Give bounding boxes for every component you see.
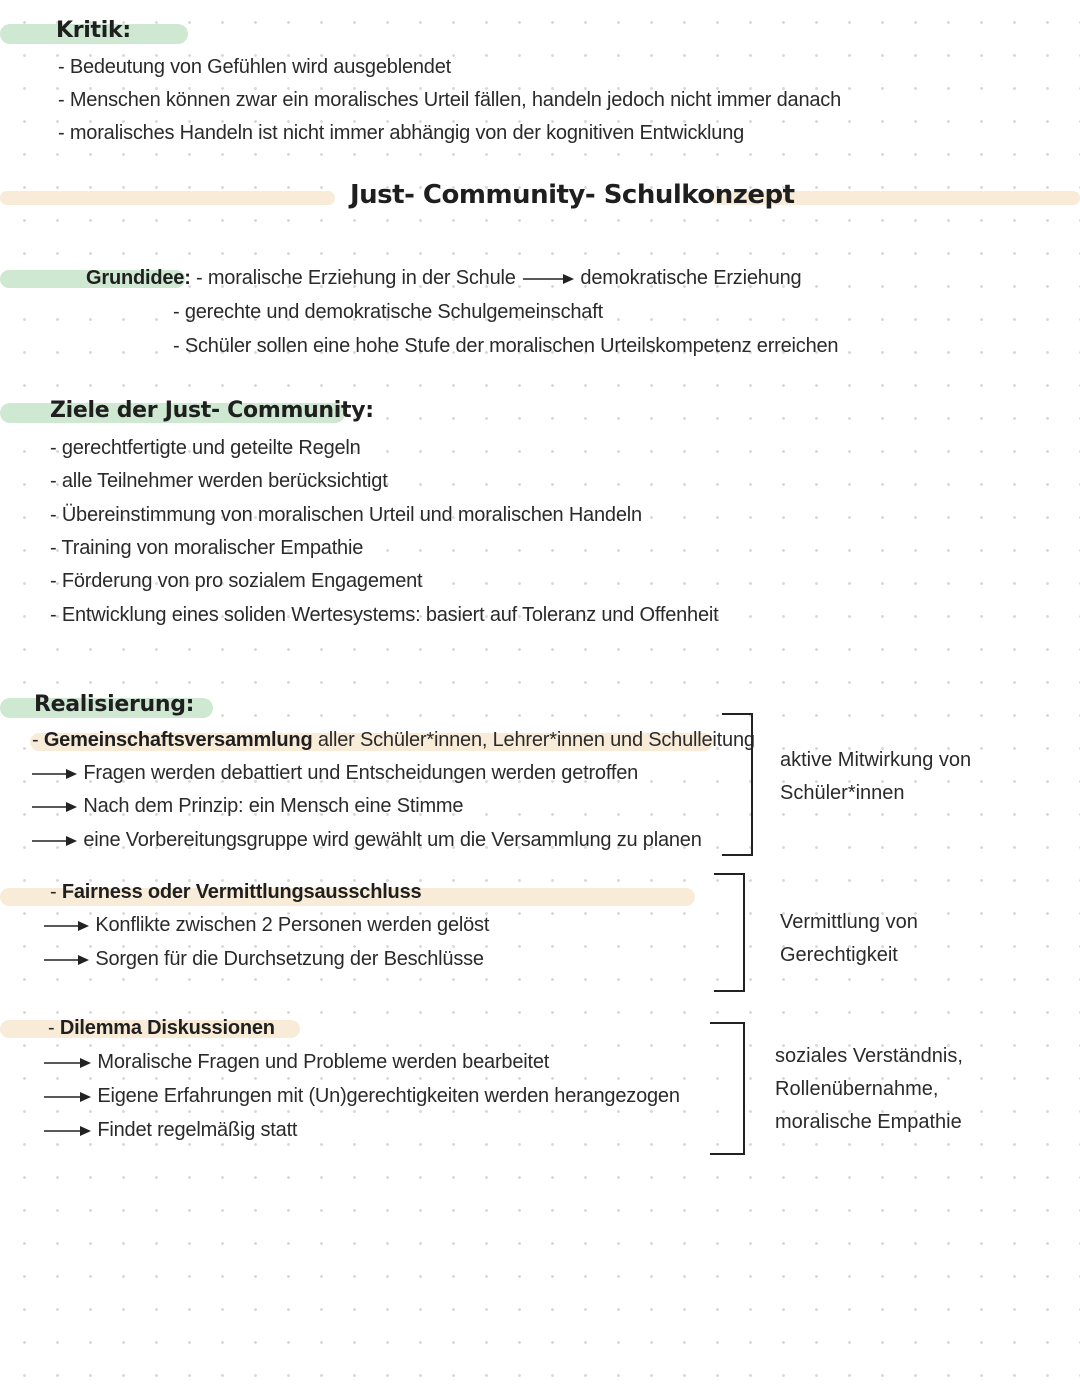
block-point xyxy=(42,948,484,971)
kritik-heading: Kritik: xyxy=(56,18,131,43)
side-note-1: aktive Mitwirkung von Schüler*innen xyxy=(780,749,972,804)
arrow-right-icon xyxy=(521,272,575,286)
block-point xyxy=(30,795,463,818)
block-title-rest: aller Schüler*innen, Lehrer*innen und Schulleitung xyxy=(312,729,755,751)
grundidee-label: Grundidee: xyxy=(86,267,191,289)
arrow-right-icon xyxy=(42,1090,92,1104)
bracket-2 xyxy=(710,872,750,994)
kritik-item: - Menschen können zwar ein moralisches Urteil fällen, handeln jedoch nicht immer danach xyxy=(58,89,842,111)
page-title: Just- Community- Schulkonzept xyxy=(350,180,795,210)
arrow-right-icon xyxy=(42,953,90,967)
block-point xyxy=(42,914,489,937)
arrow-right-icon xyxy=(42,919,90,933)
block-title xyxy=(48,1017,275,1040)
bracket-1 xyxy=(718,712,758,858)
block-point-text: Fragen werden debattiert und Entscheidungen werden getroffen xyxy=(83,762,639,784)
kritik-item: - moralisches Handeln ist nicht immer abhängig von der kognitiven Entwicklung xyxy=(58,122,745,144)
block-title-bold: Fairness oder Vermittlungsausschluss xyxy=(61,881,422,903)
block-title-prefix: - xyxy=(50,881,62,903)
kritik-item: - Bedeutung von Gefühlen wird ausgeblendet xyxy=(58,56,451,78)
block-title-prefix: - xyxy=(48,1017,60,1039)
arrow-right-icon xyxy=(30,834,78,848)
grundidee-line xyxy=(86,267,801,290)
block-point xyxy=(42,1085,680,1108)
block-title-prefix: - xyxy=(32,729,44,751)
arrow-right-icon xyxy=(42,1124,92,1138)
block-point-text: Nach dem Prinzip: ein Mensch eine Stimme xyxy=(83,795,464,817)
grundidee-item: - Schüler sollen eine hohe Stufe der moralischen Urteilskompetenz erreichen xyxy=(173,335,839,357)
ziele-item: - alle Teilnehmer werden berücksichtigt xyxy=(50,470,388,492)
block-title-bold: Gemeinschaftsversammlung xyxy=(43,729,313,751)
grundidee-first-prefix: - moralische Erziehung in der Schule xyxy=(196,267,516,289)
title-underlay-left xyxy=(0,191,335,205)
ziele-item: - Entwicklung eines soliden Wertesystems: basiert auf Toleranz und Offenheit xyxy=(50,604,719,626)
block-point xyxy=(30,829,702,852)
block-point-text: eine Vorbereitungsgruppe wird gewählt um die Versammlung zu planen xyxy=(83,829,702,851)
block-point-text: Konflikte zwischen 2 Personen werden gelöst xyxy=(95,914,490,936)
block-title xyxy=(32,729,755,752)
block-point xyxy=(42,1051,549,1074)
block-title-bold: Dilemma Diskussionen xyxy=(59,1017,275,1039)
block-point-text: Sorgen für die Durchsetzung der Beschlüsse xyxy=(95,948,484,970)
block-point-text: Eigene Erfahrungen mit (Un)gerechtigkeiten werden herangezogen xyxy=(97,1085,680,1107)
block-point xyxy=(30,762,638,785)
grundidee-item: - gerechte und demokratische Schulgemeinschaft xyxy=(173,301,603,323)
side-note-3: soziales Verständnis, Rollenübernahme, moralische Empathie xyxy=(775,1045,963,1133)
arrow-right-icon xyxy=(42,1056,92,1070)
block-point-text: Moralische Fragen und Probleme werden bearbeitet xyxy=(97,1051,550,1073)
ziele-item: - gerechtfertigte und geteilte Regeln xyxy=(50,437,361,459)
ziele-item: - Förderung von pro sozialem Engagement xyxy=(50,570,423,592)
arrow-right-icon xyxy=(30,800,78,814)
block-title xyxy=(50,881,421,904)
ziele-heading: Ziele der Just- Community: xyxy=(50,398,374,423)
bracket-3 xyxy=(706,1020,750,1158)
arrow-right-icon xyxy=(30,767,78,781)
ziele-item: - Übereinstimmung von moralischen Urteil und moralischen Handeln xyxy=(50,504,642,526)
block-point-text: Findet regelmäßig statt xyxy=(97,1119,298,1141)
block-point xyxy=(42,1119,297,1142)
side-note-2: Vermittlung von Gerechtigkeit xyxy=(780,911,918,966)
ziele-item: - Training von moralischer Empathie xyxy=(50,537,364,559)
realisierung-heading: Realisierung: xyxy=(34,692,195,717)
grundidee-first-suffix: demokratische Erziehung xyxy=(580,267,802,289)
